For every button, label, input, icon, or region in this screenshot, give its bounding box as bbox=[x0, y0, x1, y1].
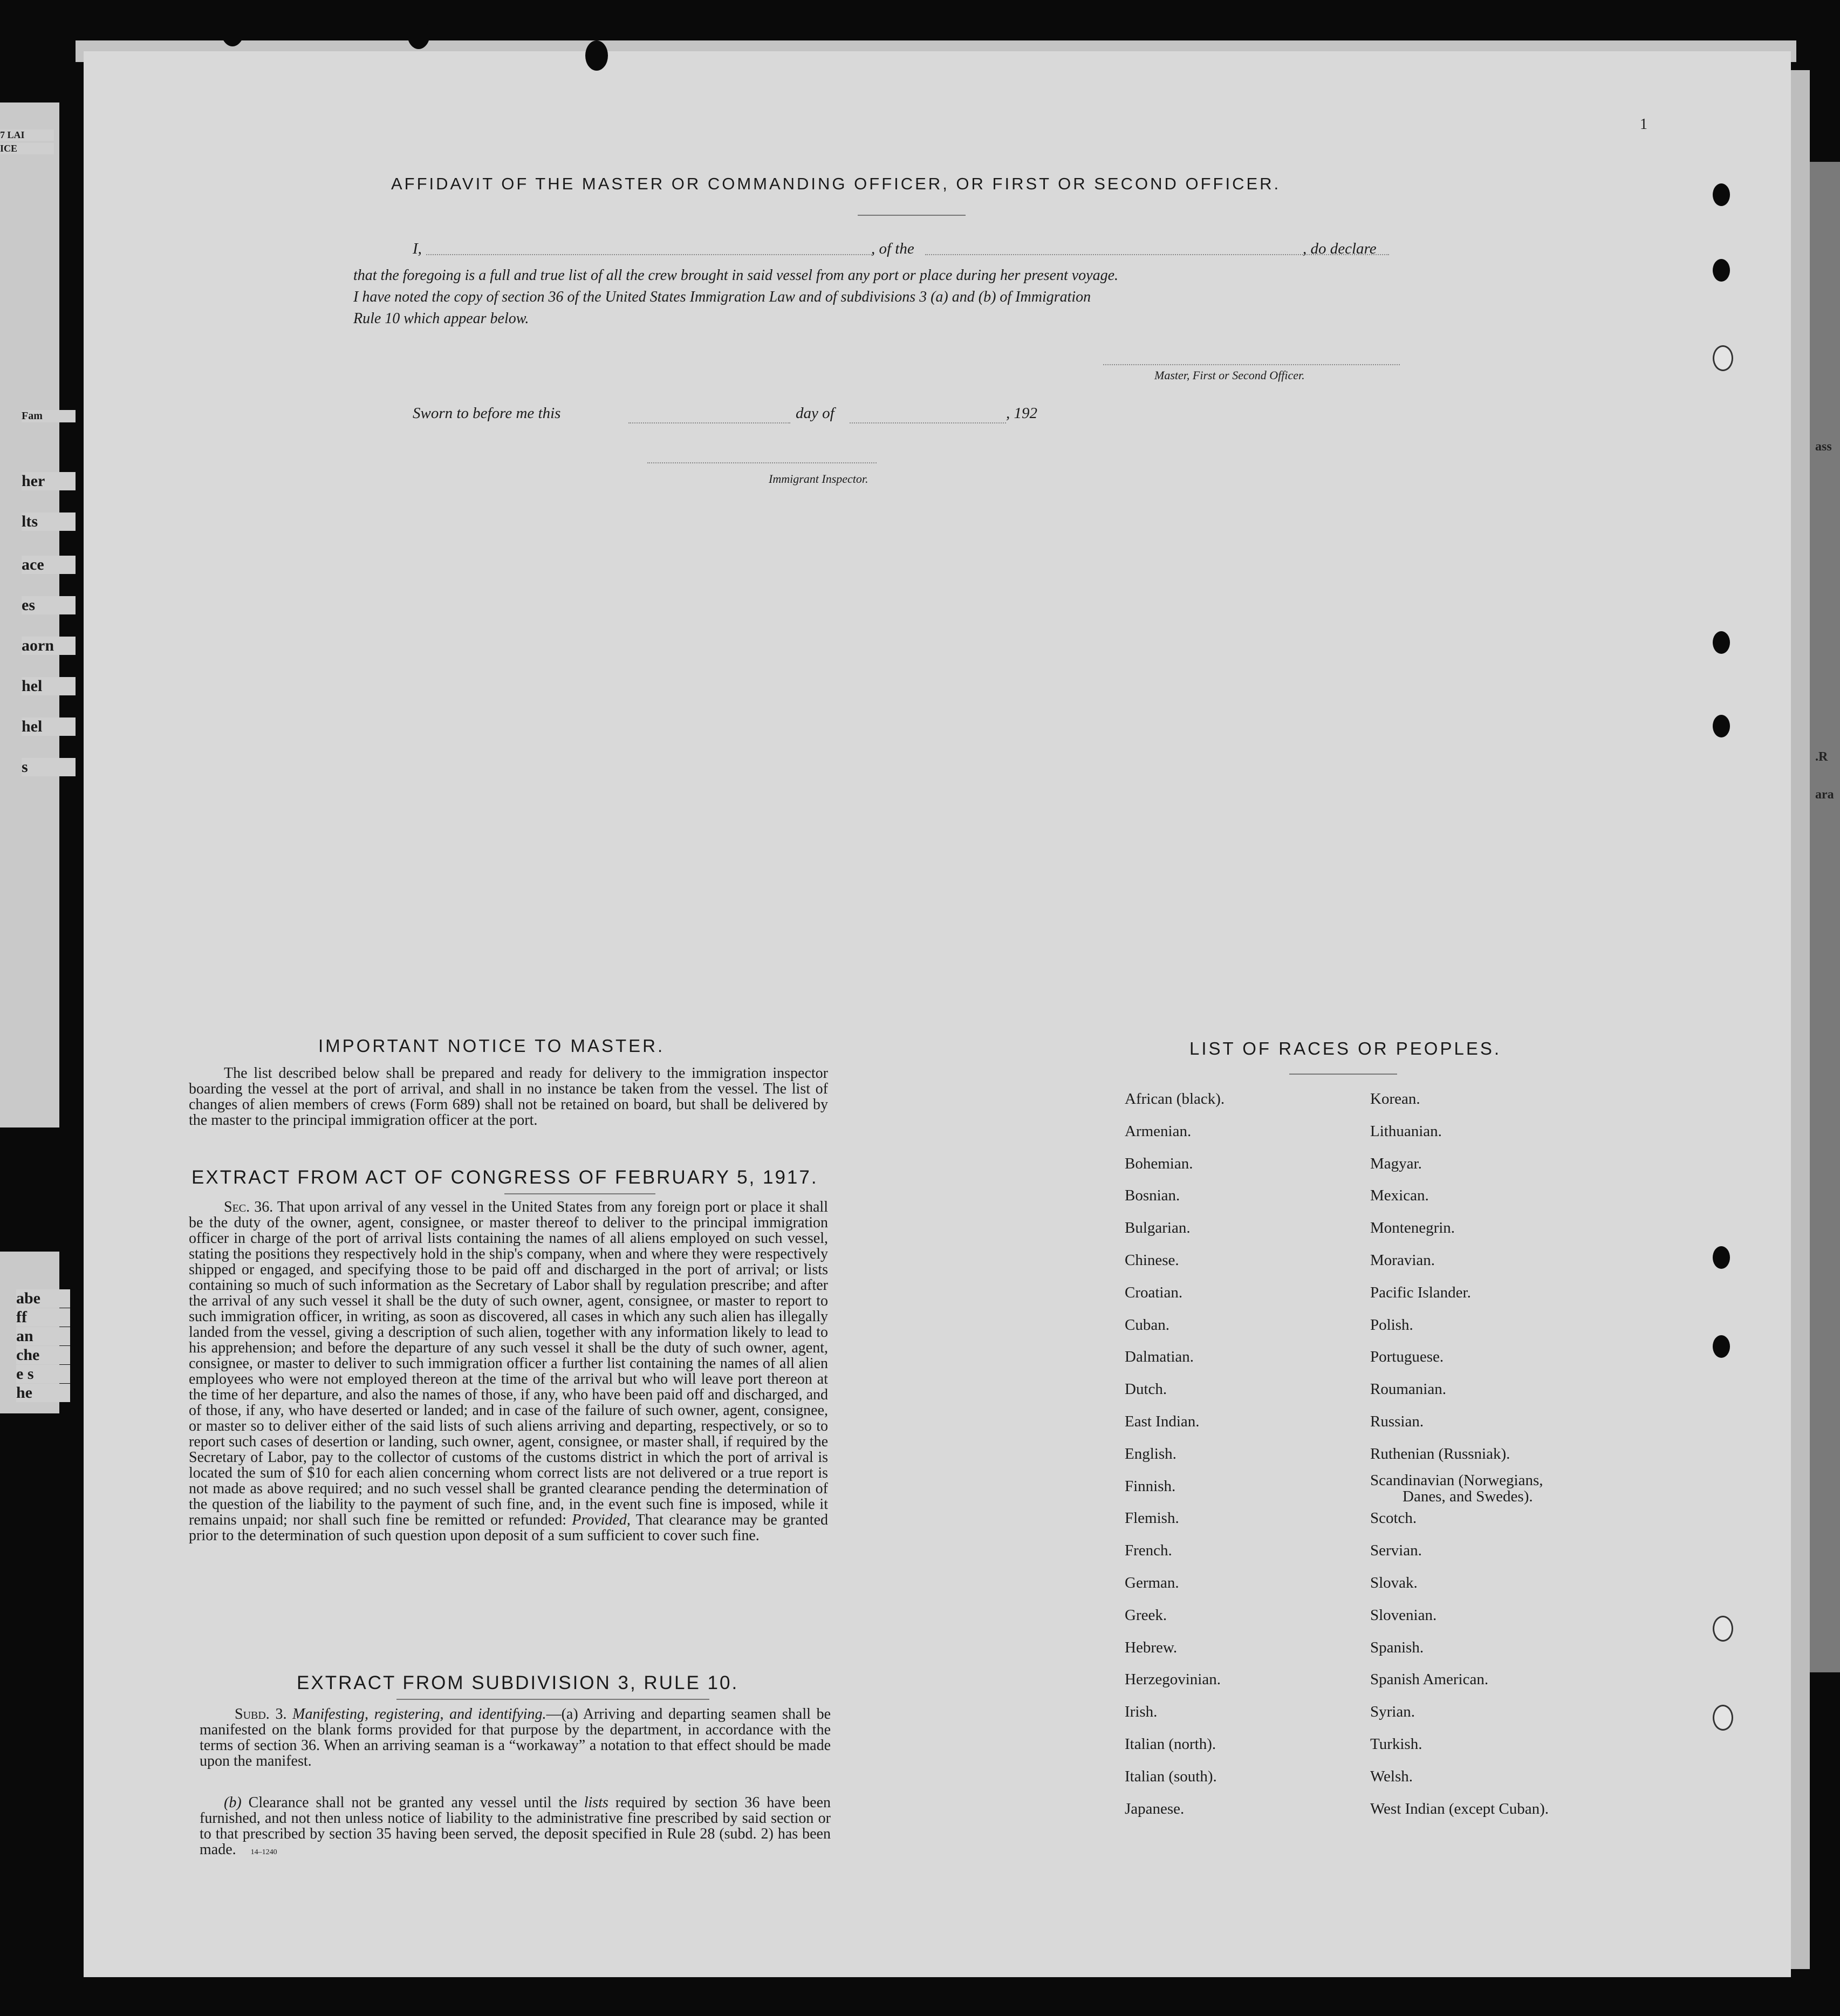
race-entry: Japanese. bbox=[1125, 1800, 1185, 1817]
binding-hole bbox=[1713, 1335, 1730, 1358]
affidavit-line-3: I have noted the copy of section 36 of the United States Immigration Law and of subdivisions 3 (a) and (b) of Immigration bbox=[353, 289, 1091, 305]
para-a-text: —(a) Arriving and departing seamen shall be manifested on the blank forms provided for that purpose by the department, in accordance with the terms of section 36. When an arriving seaman is a “workaway” a notation to that effect should be made upon the manifest. bbox=[200, 1706, 831, 1769]
left-fragment: es bbox=[22, 596, 76, 614]
section-text-end: That clearance may be granted prior to the determination of such question upon deposit of a sum sufficient to cover such fine. bbox=[189, 1512, 829, 1544]
race-entry: Russian. bbox=[1370, 1412, 1424, 1430]
race-entry: Bulgarian. bbox=[1125, 1219, 1191, 1237]
binding-hole bbox=[1713, 631, 1730, 654]
affidavit-line-2: that the foregoing is a full and true list of all the crew brought in said vessel from any port or place during her present voyage. bbox=[353, 267, 1119, 284]
left-edge-strip-lower bbox=[0, 1252, 59, 1413]
extract-act-body bbox=[189, 1199, 828, 1543]
extract-rule-para-b bbox=[200, 1795, 831, 1860]
race-entry: Greek. bbox=[1125, 1606, 1167, 1624]
left-fragment: ICE bbox=[0, 143, 54, 154]
left-fragment: hel bbox=[22, 677, 76, 695]
race-entry: Dalmatian. bbox=[1125, 1348, 1194, 1366]
notice-title: IMPORTANT NOTICE TO MASTER. bbox=[318, 1036, 665, 1056]
race-entry: Servian. bbox=[1370, 1542, 1422, 1560]
race-entry: Irish. bbox=[1125, 1703, 1158, 1721]
punch-hole bbox=[407, 19, 430, 49]
affidavit-line-4: Rule 10 which appear below. bbox=[353, 310, 529, 327]
race-entry: French. bbox=[1125, 1542, 1172, 1560]
right-fragment: ara bbox=[1815, 788, 1834, 802]
inspector-signature-line[interactable] bbox=[647, 462, 877, 463]
race-entry: Bohemian. bbox=[1125, 1154, 1193, 1172]
race-entry: Cuban. bbox=[1125, 1316, 1169, 1334]
race-entry: German. bbox=[1125, 1574, 1179, 1591]
master-signature-label: Master, First or Second Officer. bbox=[1154, 368, 1305, 382]
para-b-pre: Clearance shall not be granted any vessel until the bbox=[248, 1794, 577, 1811]
race-entry: Finnish. bbox=[1125, 1477, 1176, 1495]
left-fragment: an bbox=[16, 1327, 70, 1345]
left-fragment: her bbox=[22, 472, 76, 490]
para-b-lists: lists bbox=[584, 1794, 608, 1811]
para-b-post: required by section 36 have been furnished, and not then unless notice of liability to the administrative fine prescribed by said section or to that prescribed by section 35 having been served, the deposit specified in Rule 28 (subd. 2) has been made. bbox=[200, 1794, 831, 1858]
race-entry: Herzegovinian. bbox=[1125, 1671, 1221, 1689]
extract-act-title-rule bbox=[504, 1193, 655, 1194]
race-entry: Chinese. bbox=[1125, 1251, 1179, 1269]
race-entry: Polish. bbox=[1370, 1316, 1413, 1334]
extract-rule-para-a bbox=[200, 1706, 831, 1769]
affidavit-title-rule bbox=[858, 215, 966, 216]
left-fragment: 7 LAI bbox=[0, 129, 54, 141]
race-entry: Italian (north). bbox=[1125, 1735, 1216, 1753]
left-fragment: s bbox=[22, 758, 76, 776]
race-entry: East Indian. bbox=[1125, 1412, 1200, 1430]
race-entry-scandinavian bbox=[1370, 1471, 1549, 1503]
race-entry-continued: Danes, and Swedes). bbox=[1403, 1487, 1533, 1505]
manifest-page bbox=[84, 51, 1791, 1977]
affidavit-of-the-label: , of the bbox=[871, 240, 914, 257]
left-fragment: aorn bbox=[22, 637, 76, 655]
race-entry: Korean. bbox=[1370, 1090, 1420, 1108]
left-fragment: Fam bbox=[22, 410, 76, 422]
race-entry: Slovenian. bbox=[1370, 1606, 1437, 1624]
notice-body: The list described below shall be prepared and ready for delivery to the immigration inspector boarding the vessel at the port of arrival, and shall in no instance be taken from the vessel. The list of changes of alien members of crews (Form 689) shall not be retained on board, but shall be delivered by the master to the principal immigration officer at the port. bbox=[189, 1065, 828, 1129]
race-entry: Bosnian. bbox=[1125, 1187, 1180, 1205]
race-entry: Slovak. bbox=[1370, 1574, 1418, 1591]
sworn-month-line[interactable] bbox=[850, 422, 1006, 423]
punch-hole bbox=[221, 16, 244, 46]
race-entry: Scandinavian (Norwegians, bbox=[1370, 1471, 1543, 1489]
binding-hole bbox=[1713, 259, 1730, 282]
binding-hole bbox=[1713, 715, 1730, 737]
left-fragment: e s bbox=[16, 1365, 70, 1383]
race-entry: Dutch. bbox=[1125, 1381, 1167, 1398]
races-title: LIST OF RACES OR PEOPLES. bbox=[1189, 1038, 1502, 1058]
race-entry: African (black). bbox=[1125, 1090, 1225, 1108]
left-fragment: abe bbox=[16, 1289, 70, 1308]
race-entry: Roumanian. bbox=[1370, 1381, 1446, 1398]
race-entry: Hebrew. bbox=[1125, 1638, 1178, 1656]
race-entry: English. bbox=[1125, 1445, 1176, 1463]
master-name-line[interactable] bbox=[426, 254, 874, 255]
left-edge-strip bbox=[0, 102, 59, 1127]
race-entry: Mexican. bbox=[1370, 1187, 1429, 1205]
binding-hole bbox=[1713, 1246, 1730, 1269]
race-entry: Lithuanian. bbox=[1370, 1122, 1442, 1140]
race-entry: Turkish. bbox=[1370, 1735, 1422, 1753]
binding-hole bbox=[1713, 1705, 1733, 1731]
races-title-rule bbox=[1289, 1074, 1397, 1075]
race-entry: Croatian. bbox=[1125, 1283, 1183, 1301]
races-column-1 bbox=[1125, 1083, 1225, 1825]
right-fragment: ass bbox=[1815, 440, 1832, 454]
form-number: 14–1240 bbox=[250, 1848, 277, 1856]
section-label: Sec. 36. bbox=[224, 1199, 273, 1215]
subd-label: Subd. 3. bbox=[235, 1706, 287, 1723]
race-entry: Scotch. bbox=[1370, 1509, 1417, 1527]
affidavit-title: AFFIDAVIT OF THE MASTER OR COMMANDING OFFICER, OR FIRST OR SECOND OFFICER. bbox=[391, 174, 1281, 193]
race-entry: Welsh. bbox=[1370, 1767, 1413, 1785]
underlying-sheet-right-2 bbox=[1810, 162, 1840, 1672]
race-entry: Italian (south). bbox=[1125, 1767, 1217, 1785]
para-b-label: (b) bbox=[224, 1794, 242, 1811]
left-fragment: he bbox=[16, 1384, 70, 1402]
race-entry: Flemish. bbox=[1125, 1509, 1179, 1527]
race-entry: Syrian. bbox=[1370, 1703, 1415, 1721]
race-entry: Magyar. bbox=[1370, 1154, 1422, 1172]
left-fragment: hel bbox=[22, 717, 76, 736]
race-entry: West Indian (except Cuban). bbox=[1370, 1800, 1549, 1817]
punch-hole bbox=[585, 40, 608, 71]
section-text: That upon arrival of any vessel in the United States from any foreign port or place it shall be the duty of the owner, agent, consignee, or master thereof to deliver to the principal immigration officer in charge of the port of arrival lists containing the names of all aliens employed on such vessel, stating the positions they respectively hold in the ship's company, when and where they were respectively shipped or engaged, and specifying those to be paid off and discharged in the port of arrival; or lists containing so much of such information as the Secretary of Labor shall by regulation prescribe; and after the arrival of any such vessel it shall be the duty of such owner, agent, consignee, or master to report to such immigration officer, in writing, as soon as discovered, all cases in which any such alien has illegally landed from the vessel, giving a description of such alien, together with any information likely to lead to his apprehension; and before the departure of any such vessel it shall be the duty of such owner, agent, consignee, or master to deliver to such immigration officer a further list containing the names of all alien employees who were not employed thereon at the time of the arrival but who will leave port thereon at the time of her departure, and also the names of those, if any, who have been paid off and discharged, and of those, if any, who have deserted or landed; and in case of the failure of such owner, agent, consignee, or master so to deliver either of the said lists of such aliens arriving and departing, respectively, or so to report such cases of desertion or landing, such owner, agent, consignee, or master shall, if required by the Secretary of Labor, pay to the collector of customs of the customs district in which the port of arrival is located the sum of $10 for each alien concerning whom correct lists are not delivered or a true report is not made as above required; and no such vessel shall be granted clearance pending the determination of the question of the liability to the payment of such fine, and, in the event such fine is imposed, while it remains unpaid; nor shall such fine be remitted or refunded: bbox=[189, 1199, 828, 1528]
day-of-label: day of bbox=[796, 405, 835, 422]
extract-rule-title-rule bbox=[396, 1699, 709, 1700]
races-column-2 bbox=[1370, 1083, 1549, 1825]
race-entry: Armenian. bbox=[1125, 1122, 1192, 1140]
extract-act-title bbox=[191, 1167, 818, 1188]
year-label: , 192 bbox=[1006, 405, 1037, 422]
left-fragment: lts bbox=[22, 512, 76, 531]
master-signature-line[interactable] bbox=[1103, 364, 1400, 365]
sworn-label: Sworn to before me this bbox=[413, 405, 561, 422]
race-entry: Portuguese. bbox=[1370, 1348, 1444, 1366]
affidavit-do-declare: , do declare bbox=[1303, 240, 1377, 257]
sworn-day-line[interactable] bbox=[628, 422, 790, 423]
subd-heading: Manifesting, registering, and identifying. bbox=[292, 1706, 546, 1723]
extract-act-title-text: EXTRACT FROM ACT OF CONGRESS OF FEBRUARY 5, 1917. bbox=[191, 1167, 818, 1188]
page-mark: 1 bbox=[1640, 116, 1647, 133]
inspector-label: Immigrant Inspector. bbox=[769, 472, 868, 486]
race-entry: Montenegrin. bbox=[1370, 1219, 1455, 1237]
left-fragment: ace bbox=[22, 556, 76, 574]
extract-rule-title: EXTRACT FROM SUBDIVISION 3, RULE 10. bbox=[297, 1672, 739, 1693]
race-entry: Spanish American. bbox=[1370, 1671, 1489, 1689]
left-fragment: che bbox=[16, 1346, 70, 1364]
provided-word: Provided, bbox=[572, 1512, 631, 1528]
race-entry: Pacific Islander. bbox=[1370, 1283, 1471, 1301]
race-entry: Spanish. bbox=[1370, 1638, 1424, 1656]
race-entry: Ruthenian (Russniak). bbox=[1370, 1445, 1510, 1463]
race-entry: Moravian. bbox=[1370, 1251, 1435, 1269]
right-fragment: .R bbox=[1815, 750, 1828, 764]
affidavit-i-label: I, bbox=[413, 240, 422, 257]
binding-hole bbox=[1713, 345, 1733, 371]
binding-hole bbox=[1713, 1616, 1733, 1642]
left-fragment: ff bbox=[16, 1308, 70, 1327]
binding-hole bbox=[1713, 183, 1730, 206]
